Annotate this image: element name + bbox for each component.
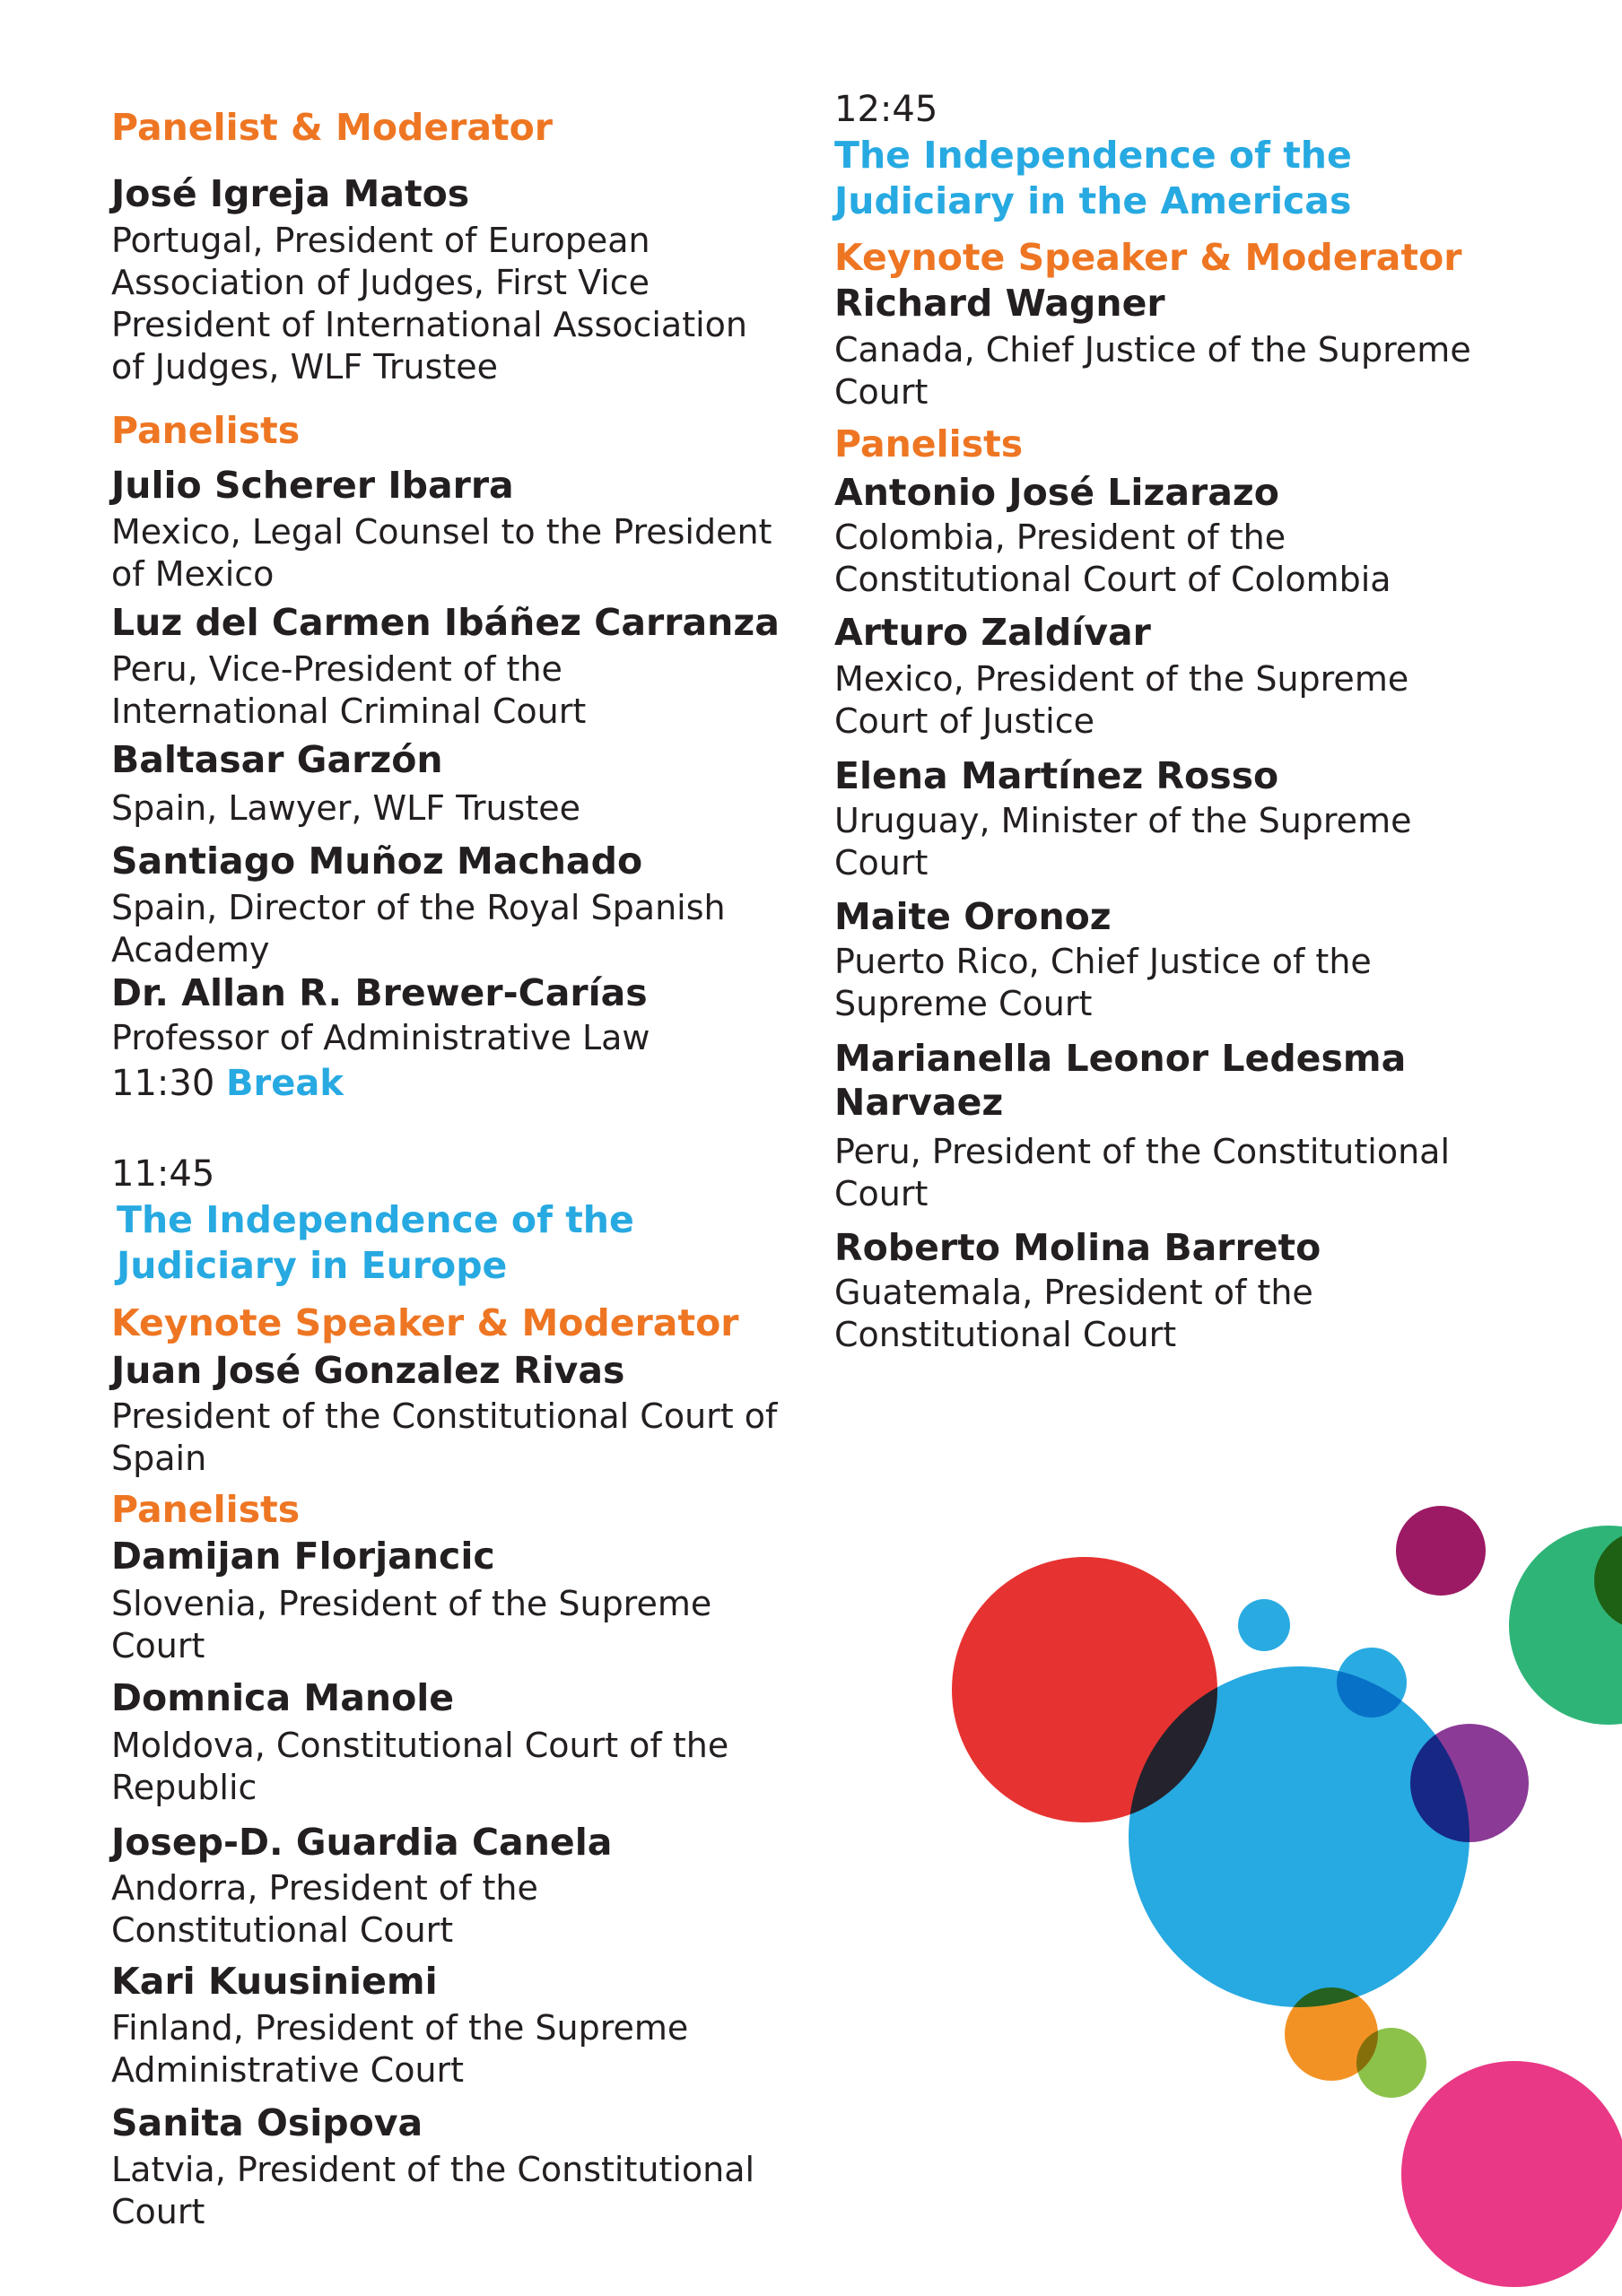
panelist-description: Uruguay, Minister of the Supreme Court bbox=[834, 801, 1412, 883]
panelist-name: Josep-D. Guardia Canela bbox=[111, 1821, 613, 1864]
panelist-name: Maite Oronoz bbox=[834, 895, 1112, 938]
panelist-name: Marianella Leonor Ledesma Narvaez bbox=[834, 1037, 1407, 1124]
panelist-name: Antonio José Lizarazo bbox=[834, 471, 1279, 514]
speaker-name: José Igreja Matos bbox=[111, 172, 470, 215]
keynote-speaker-heading: Keynote Speaker & Moderator bbox=[111, 1301, 739, 1344]
keynote-speaker-description: Canada, Chief Justice of the Supreme Court bbox=[834, 330, 1471, 412]
mid-blue-circle bbox=[1337, 1648, 1407, 1718]
keynote-speaker-name: Richard Wagner bbox=[834, 282, 1165, 325]
red-circle bbox=[952, 1557, 1217, 1822]
keynote-speaker-heading: Keynote Speaker & Moderator bbox=[834, 236, 1462, 279]
olive-circle bbox=[1594, 1531, 1622, 1630]
panelists-heading: Panelists bbox=[111, 409, 301, 452]
panelist-description: Latvia, President of the Constitutional Court bbox=[111, 2150, 755, 2231]
panelist-description: Peru, President of the Constitutional Court bbox=[834, 1132, 1451, 1213]
panelist-name: Damijan Florjancic bbox=[111, 1535, 495, 1578]
keynote-speaker-name: Juan José Gonzalez Rivas bbox=[111, 1349, 625, 1392]
panelist-description: Mexico, Legal Counsel to the President of Mexico bbox=[111, 512, 772, 594]
panelist-moderator-heading: Panelist & Moderator bbox=[111, 106, 554, 149]
panelist-name: Julio Scherer Ibarra bbox=[111, 464, 514, 507]
keynote-speaker-description: President of the Constitutional Court of Spain bbox=[111, 1396, 778, 1478]
panelist-description: Moldova, Constitutional Court of the Republic bbox=[111, 1726, 729, 1807]
panelist-name: Kari Kuusiniemi bbox=[111, 1960, 438, 2003]
panelist-name: Elena Martínez Rosso bbox=[834, 754, 1279, 797]
session-title: The Independence of the Judiciary in the Americas bbox=[834, 134, 1352, 222]
panelist-name: Domnica Manole bbox=[111, 1676, 455, 1719]
large-blue-circle bbox=[1129, 1666, 1469, 2007]
panelist-description: Finland, President of the Supreme Administrative Court bbox=[111, 2008, 689, 2090]
panelist-description: Slovenia, President of the Supreme Court bbox=[111, 1584, 712, 1665]
panelist-name: Dr. Allan R. Brewer-Carías bbox=[111, 971, 648, 1014]
pink-circle bbox=[1401, 2061, 1622, 2287]
session-time: 12:45 bbox=[834, 89, 938, 130]
panelist-description: Professor of Administrative Law bbox=[111, 1018, 650, 1057]
purple-circle bbox=[1410, 1724, 1529, 1842]
panelist-description: Guatemala, President of the Constitutional Court bbox=[834, 1273, 1313, 1354]
panelists-heading: Panelists bbox=[111, 1488, 301, 1531]
panelist-name: Arturo Zaldívar bbox=[834, 611, 1151, 654]
small-blue-circle bbox=[1238, 1599, 1290, 1651]
panelist-name: Baltasar Garzón bbox=[111, 738, 443, 781]
panelist-description: Puerto Rico, Chief Justice of the Supreme Court bbox=[834, 942, 1372, 1023]
break-row bbox=[111, 1061, 344, 1106]
break-label: Break bbox=[226, 1063, 344, 1104]
panelist-description: Andorra, President of the Constitutional Court bbox=[111, 1868, 538, 1950]
session-time: 11:45 bbox=[111, 1153, 215, 1195]
panelist-name: Roberto Molina Barreto bbox=[834, 1226, 1321, 1269]
panelists-heading: Panelists bbox=[834, 422, 1024, 465]
panelist-description: Peru, Vice-President of the International Criminal Court bbox=[111, 649, 587, 731]
panelist-description: Spain, Lawyer, WLF Trustee bbox=[111, 788, 580, 828]
break-time: 11:30 bbox=[111, 1063, 215, 1104]
plum-circle bbox=[1396, 1506, 1486, 1596]
panelist-name: Luz del Carmen Ibáñez Carranza bbox=[111, 601, 780, 644]
lime-circle bbox=[1356, 2028, 1426, 2098]
orange-circle bbox=[1285, 1987, 1378, 2081]
green-circle bbox=[1509, 1526, 1622, 1725]
panelist-description: Mexico, President of the Supreme Court of Justice bbox=[834, 659, 1409, 741]
session-title: The Independence of the Judiciary in Europe bbox=[117, 1198, 634, 1287]
speaker-description: Portugal, President of European Association of Judges, First Vice President of International Association of Judges, WLF Trustee bbox=[111, 221, 748, 387]
panelist-description: Colombia, President of the Constitutional Court of Colombia bbox=[834, 517, 1391, 599]
panelist-name: Santiago Muñoz Machado bbox=[111, 839, 643, 883]
panelist-name: Sanita Osipova bbox=[111, 2101, 423, 2144]
panelist-description: Spain, Director of the Royal Spanish Academy bbox=[111, 888, 726, 970]
